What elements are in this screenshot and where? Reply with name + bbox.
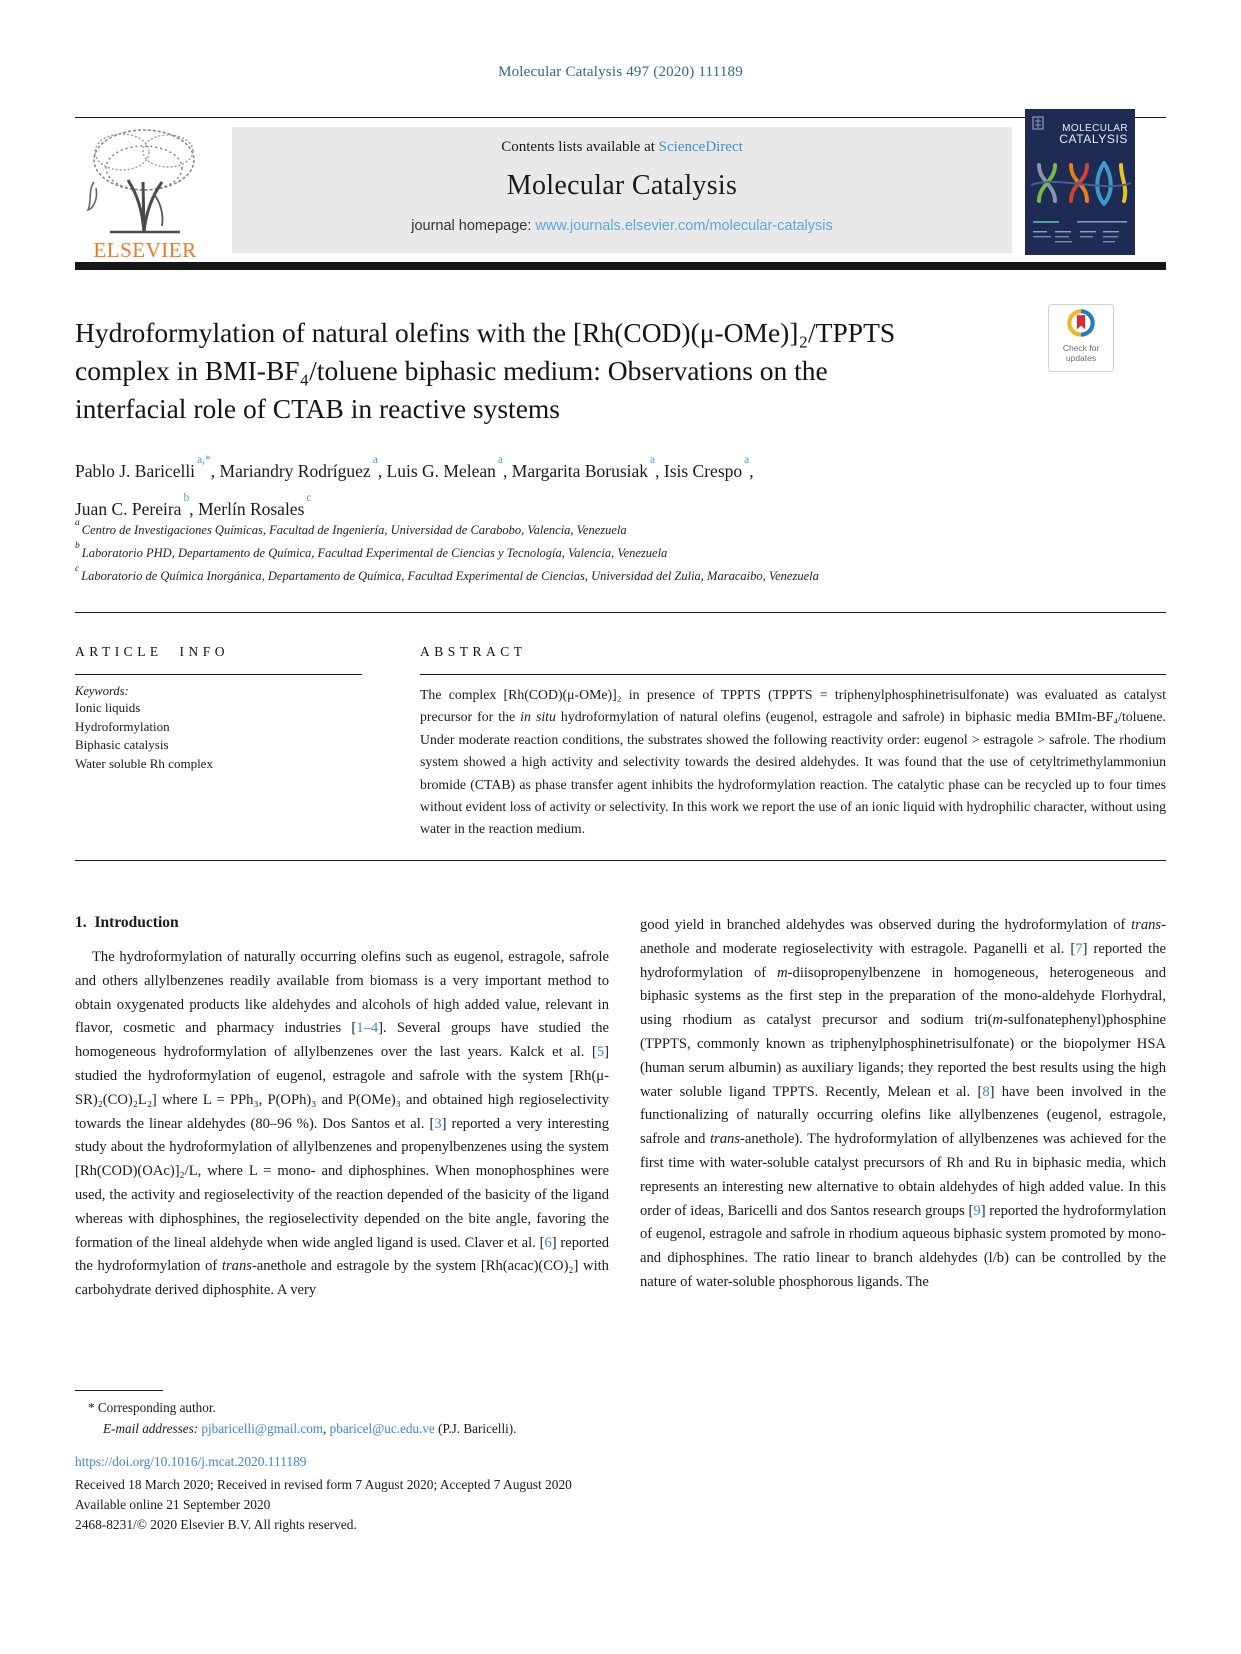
author: Mariandry Rodríguez <box>219 460 371 481</box>
badge-text <box>1049 344 1113 363</box>
author-affiliation-mark: c <box>306 491 312 504</box>
abstract-italic-segment: in situ <box>520 709 556 725</box>
author-affiliation-mark: a <box>744 454 750 466</box>
text-segment: ] reported the hydroformylation of <box>640 940 1166 981</box>
author: Juan C. Pereira <box>75 498 182 519</box>
abstract-text-segment: hydroformylation of natural olefins (eugenol, estragole and safrole) in biphasic media BMIm-BF₄/toluene. Under moderate reaction conditions, the substrates showed the following reactivity order: eugenol > estragole > safrole. The rhodium system showed a high activity and selectivity towards the desired aldehydes. It was found that the use of cetyltrimethylammoniun bromide (CTAB) as phase transfer agent inhibits the hydroformylation reaction. The catalytic phase can be recycled up to four times without evident loss of activity or selectivity. In this work we report the use of an ionic liquid with hydrophilic character, without using water in the reaction medium. <box>420 709 1167 837</box>
text-segment: -anethole). The hydroformylation of allylbenzenes was achieved for the first time with water-soluble catalyst precursors of Rh and Ru in biphasic media, which represents an interesting new alternative to obtain aldehydes of high added value. In this order of ideas, Baricelli and dos Santos research groups [ <box>640 1131 1166 1219</box>
author-separator: , <box>210 460 220 481</box>
affiliation-b <box>75 540 1095 563</box>
author: Luis G. Melean <box>386 460 496 481</box>
author-separator: , <box>189 498 198 519</box>
keyword-item: Ionic liquids <box>75 700 141 715</box>
affiliations <box>75 517 1095 586</box>
sciencedirect-link[interactable]: ScienceDirect <box>658 139 743 155</box>
citation-ref[interactable]: 5 <box>596 1044 605 1061</box>
article-title <box>75 314 1035 428</box>
journal-name: Molecular Catalysis <box>506 170 738 201</box>
doi-url[interactable]: https://doi.org/10.1016/j.mcat.2020.111189 <box>75 1454 307 1469</box>
footnote-rule <box>75 1390 163 1391</box>
article-info-rule <box>75 674 362 675</box>
author-list <box>75 450 1075 526</box>
italic-segment: trans <box>710 1131 741 1148</box>
homepage-url-link[interactable]: www.journals.elsevier.com/molecular-catalysis <box>535 218 833 234</box>
text-segment: ] studied the hydroformylation of eugenol, estragole and safrole with the system [Rh(μ-SR)₂(CO)₂L₂] where L = PPh₃, P(OPh)₃ and P(OMe)₃ and obtained high regioselectivity towards the linear aldehydes (80–96 %). Dos Santos et al. [ <box>75 1044 609 1132</box>
affiliation-mark: a <box>75 518 80 528</box>
keyword-item: Biphasic catalysis <box>75 737 169 752</box>
corresponding-author-note <box>88 1398 688 1418</box>
info-top-rule <box>75 612 1166 613</box>
body-column-right <box>640 914 1166 1295</box>
author-separator: , <box>749 460 754 481</box>
author-affiliation-mark: a <box>372 454 378 466</box>
affiliation-text: Laboratorio de Química Inorgánica, Departamento de Química, Facultad Experimental de Ciencias, Universidad del Zulia, Maracaibo, Venezuela <box>81 569 819 584</box>
badge-text-line2: updates <box>1065 352 1097 363</box>
footnote-star: * <box>88 1400 95 1415</box>
journal-cover-thumbnail <box>1025 109 1135 255</box>
abstract-heading: ABSTRACT <box>420 644 527 659</box>
email-separator: , <box>323 1421 330 1436</box>
affiliation-a <box>75 517 1095 540</box>
italic-segment: m <box>777 964 788 981</box>
article-info-section <box>75 644 365 773</box>
abstract-rule <box>420 674 1166 675</box>
title-line-2: complex in BMI-BF₄/toluene biphasic medium: Observations on the <box>75 355 828 386</box>
masthead-top-rule <box>75 117 1166 118</box>
text-segment: -sulfonatephenyl)phosphine (TPPTS, commonly known as triphenylphosphinetrisulfonate) or the biopolymer HSA (human serum albumin) as auxiliary ligands; they reported the best results using the high water soluble ligand TPPTS. Recently, Melean et al. [ <box>640 1012 1166 1100</box>
email-suffix: (P.J. Baricelli). <box>434 1421 517 1436</box>
journal-reference: Molecular Catalysis 497 (2020) 111189 <box>498 64 743 80</box>
affiliation-mark: c <box>75 564 80 575</box>
italic-segment: trans <box>1131 917 1162 933</box>
author-affiliation-mark: a <box>497 454 504 466</box>
email-link-1[interactable]: pjbaricelli@gmail.com <box>201 1421 324 1436</box>
cover-title-line2: CATALYSIS <box>1059 132 1128 146</box>
title-line-1: Hydroformylation of natural olefins with the [Rh(COD)(μ-OMe)]₂/TPPTS <box>75 317 896 348</box>
affiliation-c <box>75 563 1095 586</box>
doi-link[interactable] <box>75 1452 306 1472</box>
affiliation-text: Centro de Investigaciones Químicas, Facultad de Ingeniería, Universidad de Carabobo, Valencia, Venezuela <box>81 523 627 538</box>
affiliation-mark: b <box>75 541 80 552</box>
author-affiliation-mark: a <box>650 454 656 466</box>
author-separator: , <box>655 460 664 481</box>
italic-segment: trans <box>221 1258 252 1275</box>
body-column-left <box>75 914 609 1303</box>
text-segment: ]. Several groups have studied the homogeneous hydroformylation of allylbenzenes over the last years. Kalck et al. [ <box>75 1020 609 1061</box>
introduction-paragraph-left <box>75 946 609 1303</box>
homepage-label: journal homepage: <box>411 218 536 234</box>
elsevier-tree-icon <box>80 124 212 236</box>
elsevier-logo <box>80 124 212 236</box>
keyword-item: Water soluble Rh complex <box>75 755 213 771</box>
affiliation-text: Laboratorio PHD, Departamento de Química, Facultad Experimental de Ciencias y Tecnología, Valencia, Venezuela <box>81 546 668 561</box>
keyword-item: Hydroformylation <box>75 718 170 734</box>
received-dates-line: Received 18 March 2020; Received in revised form 7 August 2020; Accepted 7 August 2020 <box>75 1477 572 1492</box>
citation-ref[interactable]: 8 <box>982 1083 990 1100</box>
author-affiliation-mark: b <box>183 491 190 504</box>
text-segment: -diisopropenylbenzene in homogeneous, heterogeneous and biphasic systems as the first step in the preparation of the mono-aldehyde Florhydral, using rhodium as catalyst precursor and sodium tri( <box>640 964 1166 1029</box>
citation-ref[interactable]: 6 <box>544 1234 552 1251</box>
abstract-section <box>420 644 1166 841</box>
citation-ref[interactable]: 3 <box>434 1115 442 1132</box>
abstract-paragraph <box>420 684 1166 841</box>
text-segment: The hydroformylation of naturally occurring olefins such as eugenol, estragole, safrole and others allylbenzenes readily available from biomass is a very important method to obtain oxygenated products like aldehydes and alcohols of high added value, relevant in flavor, cosmetic and pharmacy industries [ <box>75 949 609 1037</box>
contents-prefix: Contents lists available at <box>501 139 659 155</box>
elsevier-wordmark: ELSEVIER <box>93 238 197 262</box>
text-segment: ] reported a very interesting study about the hydroformylation of allylbenzenes and propenylbenzenes using the system [Rh(COD)(OAc)]₂/L, where L = mono- and diphosphines. When monophosphines were used, the activity and regioselectivity of the reaction depended of the basicity of the ligand whereas with diphosphines, the regioselectivity depended on the bite angle, favoring the formation of the lineal aldehyde when wide angled ligand is used. Claver et al. [ <box>75 1115 609 1251</box>
introduction-paragraph-right <box>640 914 1166 1295</box>
author-line-1 <box>75 450 1075 488</box>
citation-ref[interactable]: 1–4 <box>356 1020 379 1037</box>
masthead-bottom-bar <box>75 262 1166 270</box>
email-addresses-line <box>103 1419 803 1439</box>
author: Margarita Borusiak <box>511 460 649 481</box>
masthead-box <box>232 127 1012 253</box>
badge-text-line1: Check for <box>1062 343 1100 353</box>
contents-line <box>232 139 1012 156</box>
text-segment: -anethole and estragole by the system [Rh(acac)(CO)₂] with carbohydrate derived diphosphite. A very <box>75 1258 609 1299</box>
available-online-line: Available online 21 September 2020 <box>75 1497 271 1512</box>
text-segment: good yield in branched aldehydes was observed during the hydroformylation of <box>640 917 1132 933</box>
copyright-line: 2468-8231/© 2020 Elsevier B.V. All rights reserved. <box>75 1517 357 1532</box>
footnote-text: Corresponding author. <box>97 1400 216 1415</box>
italic-segment: m <box>992 1012 1004 1029</box>
check-for-updates-badge[interactable] <box>1048 304 1114 372</box>
introduction-heading: 1. Introduction <box>75 914 179 931</box>
keywords-label: Keywords: <box>75 684 129 698</box>
homepage-line <box>232 218 1012 234</box>
author: Merlín Rosales <box>197 498 305 519</box>
author: Isis Crespo <box>663 460 743 481</box>
article-info-heading: ARTICLE INFO <box>75 644 230 659</box>
author-separator: , <box>503 460 512 481</box>
author: Pablo J. Baricelli <box>75 460 196 481</box>
citation-ref[interactable]: 7 <box>1075 940 1083 957</box>
author-affiliation-mark: a,* <box>197 454 211 466</box>
email-label: E-mail addresses: <box>103 1421 199 1436</box>
crossmark-icon <box>1066 308 1096 338</box>
cover-title <box>1059 123 1128 145</box>
title-line-3: interfacial role of CTAB in reactive systems <box>75 393 560 424</box>
text-segment: -anethole and moderate regioselectivity with estragole. Paganelli et al. [ <box>640 917 1166 957</box>
abstract-text-segment: The complex [Rh(COD)(μ-OMe)]₂ in presence of TPPTS (TPPTS = triphenylphosphinetrisulfonate) was evaluated as catalyst precursor for the <box>420 687 1166 725</box>
email-link-2[interactable]: pbaricel@uc.edu.ve <box>329 1421 435 1436</box>
citation-ref[interactable]: 9 <box>973 1202 981 1219</box>
text-segment: ] reported the hydroformylation of eugenol, estragole and safrole in rhodium aqueous biphasic system promoted by mono- and diphosphines. The ratio linear to branch aldehydes (l/b) can be controlled by the nature of water-soluble phosphorous ligands. The <box>640 1202 1166 1290</box>
text-segment: ] have been involved in the functionalizing of naturally occurring olefins like allylbenzenes (eugenol, estragole, safrole and <box>640 1083 1166 1148</box>
cover-title-line1: MOLECULAR <box>1062 123 1128 134</box>
body-top-rule <box>75 860 1166 861</box>
author-separator: , <box>377 460 387 481</box>
text-segment: ] reported the hydroformylation of <box>75 1234 609 1275</box>
